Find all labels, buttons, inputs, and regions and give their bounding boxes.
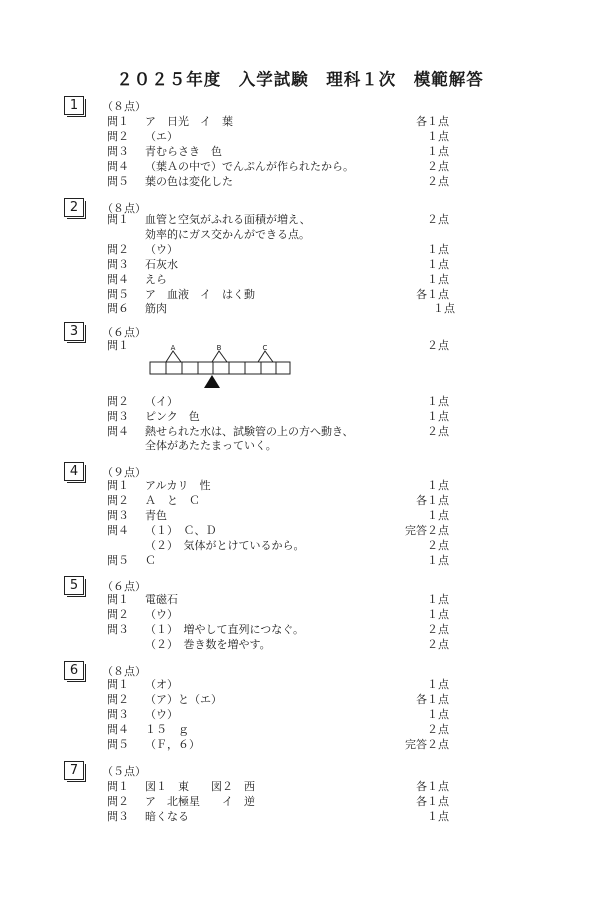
answer-text: （１） 増やして直列につなぐ。 [145,623,305,636]
answer-row [0,159,600,174]
question-number: 問１ [107,115,129,128]
question-number: 問５ [107,288,129,301]
question-number: 問２ [107,494,129,507]
answer-text: （イ） [145,395,178,408]
answer-row [0,301,600,316]
lever-bar [150,362,290,374]
answer-row [0,227,600,242]
answer-text: 電磁石 [145,593,178,606]
answer-text: （２） 気体がとけているから。 [145,539,305,552]
question-number: 問３ [107,708,129,721]
section-number-box: 6 [64,661,84,680]
question-number: 問３ [107,258,129,271]
question-number: 問１ [107,780,129,793]
answer-text: Ａ と Ｃ [145,494,200,507]
answer-row [0,779,600,794]
question-number: 問２ [107,395,129,408]
answer-row [0,707,600,722]
answer-text: 効率的にガス交かんができる点。 [145,228,310,241]
answer-row [0,438,600,453]
points-text: １点 [427,258,449,271]
points-text: １点 [433,302,455,315]
answer-row [0,272,600,287]
question-number: 問１ [107,339,129,352]
answer-row [0,144,600,159]
weight-a [166,351,181,362]
answer-row [0,809,600,824]
label-a: A [170,344,176,352]
points-text: ２点 [427,723,449,736]
answer-text: 血管と空気がふれる面積が増え、 [145,213,311,226]
question-number: 問４ [107,273,129,286]
question-number: 問３ [107,509,129,522]
answer-row [0,523,600,538]
answer-text: ア 血液 イ はく動 [145,288,255,301]
answer-row [0,409,600,424]
label-c: C [262,344,268,352]
points-text: １点 [427,395,449,408]
points-text: ２点 [427,539,449,552]
answer-row [0,538,600,553]
question-number: 問２ [107,693,129,706]
points-text: 完答２点 [405,524,449,537]
question-number: 問４ [107,160,129,173]
question-number: 問５ [107,175,129,188]
weight-c [258,351,273,362]
answer-row [0,677,600,692]
answer-row [0,553,600,568]
fulcrum-triangle [204,375,220,388]
answer-text: ア 北極星 イ 逆 [145,795,255,808]
points-text: ２点 [427,638,449,651]
answer-row [0,622,600,637]
question-number: 問２ [107,130,129,143]
points-text: 各１点 [416,494,449,507]
answer-row [0,478,600,493]
points-text: ２点 [427,160,449,173]
points-text: 各１点 [416,795,449,808]
points-text: １点 [427,273,449,286]
points-text: １点 [427,810,449,823]
answer-text: （ウ） [145,608,178,621]
answer-row [0,174,600,189]
section-points: （８点） [102,202,146,215]
page-title: ２０２５年度 入学試験 理科１次 模範解答 [116,70,484,89]
question-number: 問６ [107,302,129,315]
points-text: ２点 [427,623,449,636]
answer-text: えら [145,273,167,286]
answer-text: 青むらさき 色 [145,145,222,158]
question-number: 問１ [107,593,129,606]
points-text: 各１点 [416,693,449,706]
answer-row [0,212,600,227]
section-number-box: 1 [64,96,84,115]
answer-text: （１） Ｃ、Ｄ [145,524,217,537]
answer-text: （ウ） [145,708,178,721]
answer-row [0,114,600,129]
points-text: １点 [427,708,449,721]
answer-text: １５ ｇ [145,723,189,736]
answer-text: 青色 [145,509,167,522]
points-text: １点 [427,243,449,256]
answer-row [0,508,600,523]
points-text: １点 [427,678,449,691]
section-points: （５点） [102,765,146,778]
answer-text: 全体があたたまっていく。 [145,439,277,452]
section-points: （８点） [102,665,146,678]
question-number: 問１ [107,213,129,226]
points-text: １点 [427,130,449,143]
points-text: ２点 [427,425,449,438]
label-b: B [216,344,222,352]
points-text: ２点 [427,339,449,352]
answer-text: （エ） [145,130,178,143]
lever-diagram [145,342,305,392]
answer-text: アルカリ 性 [145,479,211,492]
answer-row [0,607,600,622]
answer-text: （２） 巻き数を増やす。 [145,638,271,651]
points-text: １点 [427,608,449,621]
points-text: 各１点 [416,115,449,128]
question-number: 問２ [107,608,129,621]
points-text: １点 [427,410,449,423]
answer-text: （ウ） [145,243,178,256]
answer-text: 石灰水 [145,258,178,271]
answer-row [0,242,600,257]
weight-b [212,351,227,362]
section-points: （６点） [102,580,146,593]
answer-text: （Ｆ，６） [145,738,200,751]
answer-row [0,692,600,707]
answer-row [0,722,600,737]
question-number: 問３ [107,810,129,823]
points-text: １点 [427,593,449,606]
section-number-box: 2 [64,198,84,217]
section-points: （９点） [102,466,146,479]
question-number: 問１ [107,479,129,492]
answer-text: 図１ 東 図２ 西 [145,780,255,793]
points-text: 完答２点 [405,738,449,751]
answer-text: 暗くなる [145,810,189,823]
answer-row [0,394,600,409]
points-text: １点 [427,509,449,522]
answer-text: （ア）と（エ） [145,693,222,706]
answer-row [0,424,600,439]
question-number: 問２ [107,795,129,808]
question-number: 問４ [107,425,129,438]
points-text: 各１点 [416,780,449,793]
question-number: 問３ [107,410,129,423]
answer-text: （葉Ａの中で）でんぷんが作られたから。 [145,160,354,173]
question-number: 問４ [107,524,129,537]
section-points: （８点） [102,100,146,113]
answer-row [0,129,600,144]
section-number-box: 3 [64,322,84,341]
question-number: 問４ [107,723,129,736]
answer-text: （オ） [145,678,178,691]
question-number: 問３ [107,623,129,636]
section-number-box: 4 [64,462,84,481]
section-number-box: 7 [64,761,84,780]
section-points: （６点） [102,326,146,339]
answer-text: 葉の色は変化した [145,175,233,188]
answer-row [0,493,600,508]
question-number: 問３ [107,145,129,158]
question-number: 問５ [107,554,129,567]
answer-row [0,637,600,652]
points-text: １点 [427,145,449,158]
answer-row [0,794,600,809]
answer-row [0,592,600,607]
question-number: 問５ [107,738,129,751]
question-number: 問１ [107,678,129,691]
points-text: ２点 [427,213,449,226]
section-number-box: 5 [64,576,84,595]
answer-text: Ｃ [145,554,156,567]
question-number: 問２ [107,243,129,256]
answer-row [0,257,600,272]
answer-row [0,287,600,302]
points-text: ２点 [427,175,449,188]
points-text: １点 [427,479,449,492]
answer-text: 筋肉 [145,302,167,315]
answer-text: ピンク 色 [145,410,200,423]
answer-text: ア 日光 イ 葉 [145,115,233,128]
answer-text: 熱せられた水は、試験管の上の方へ動き、 [145,425,354,438]
points-text: 各１点 [416,288,449,301]
answer-row [0,737,600,752]
points-text: １点 [427,554,449,567]
